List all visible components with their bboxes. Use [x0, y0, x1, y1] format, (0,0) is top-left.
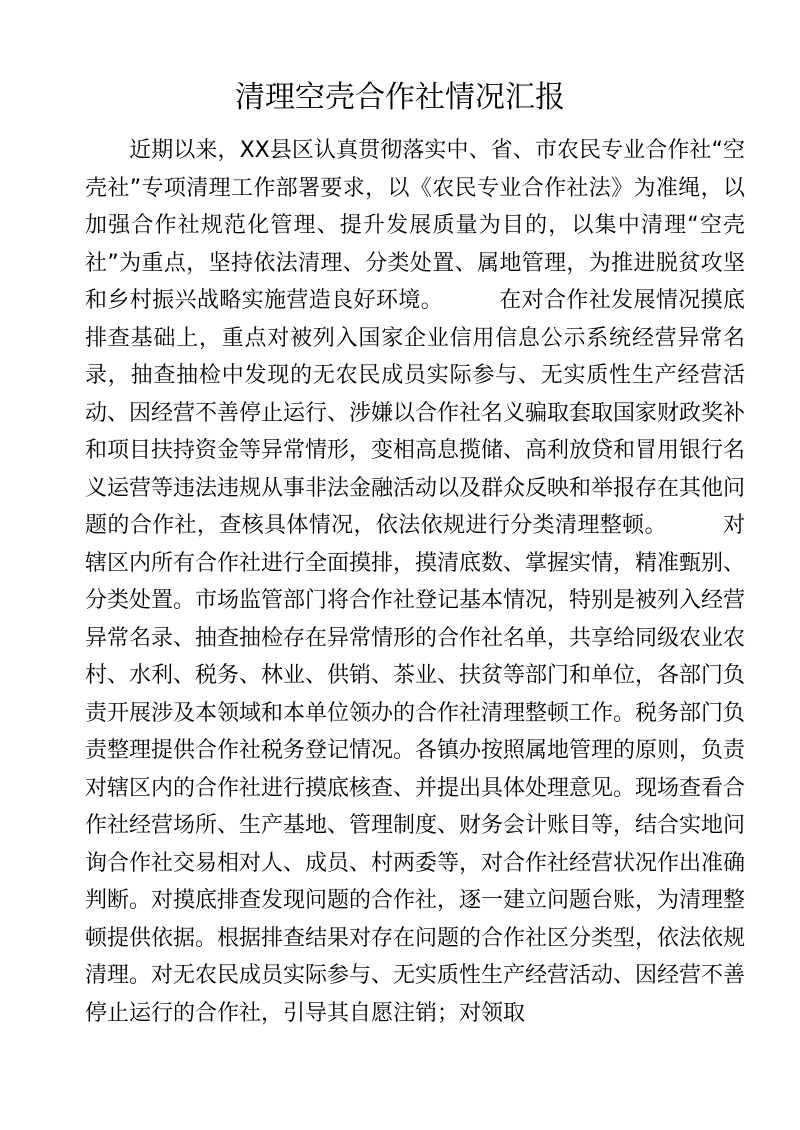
- document-body-text: 近期以来，XX县区认真贯彻落实中、省、市农民专业合作社“空壳社”专项清理工作部署要求，以《农民专业合作社法》为准绳，以加强合作社规范化管理、提升发展质量为目的，以集中清理“空壳社”为重点，坚持依法清理、分类处置、属地管理，为推进脱贫攻坚和乡村振兴战略实施营造良好环境。 在对合作社发展情况摸底排查基础上，重点对被列入国家企业信用信息公示系统经营异常名录，抽查抽检中发现的无农民成员实际参与、无实质性生产经营活动、因经营不善停止运行、涉嫌以合作社名义骗取套取国家财政奖补和项目扶持资金等异常情形，变相高息揽储、高利放贷和冒用银行名义运营等违法违规从事非法金融活动以及群众反映和举报存在其他问题的合作社，查核具体情况，依法依规进行分类清理整顿。 对辖区内所有合作社进行全面摸排，摸清底数、掌握实情，精准甄别、分类处置。市场监管部门将合作社登记基本情况，特别是被列入经营异常名录、抽查抽检存在异常情形的合作社名单，共享给同级农业农村、水利、税务、林业、供销、茶业、扶贫等部门和单位，各部门负责开展涉及本领域和本单位领办的合作社清理整顿工作。税务部门负责整理提供合作社税务登记情况。各镇办按照属地管理的原则，负责对辖区内的合作社进行摸底核查、并提出具体处理意见。现场查看合作社经营场所、生产基地、管理制度、财务会计账目等，结合实地问询合作社交易相对人、成员、村两委等，对合作社经营状况作出准确判断。对摸底排查发现问题的合作社，逐一建立问题台账，为清理整顿提供依据。根据排查结果对存在问题的合作社区分类型，依法依规清理。对无农民成员实际参与、无实质性生产经营活动、因经营不善停止运行的合作社，引导其自愿注销；对领取: [85, 138, 746, 1026]
- document-title: 清理空壳合作社情况汇报: [235, 80, 565, 115]
